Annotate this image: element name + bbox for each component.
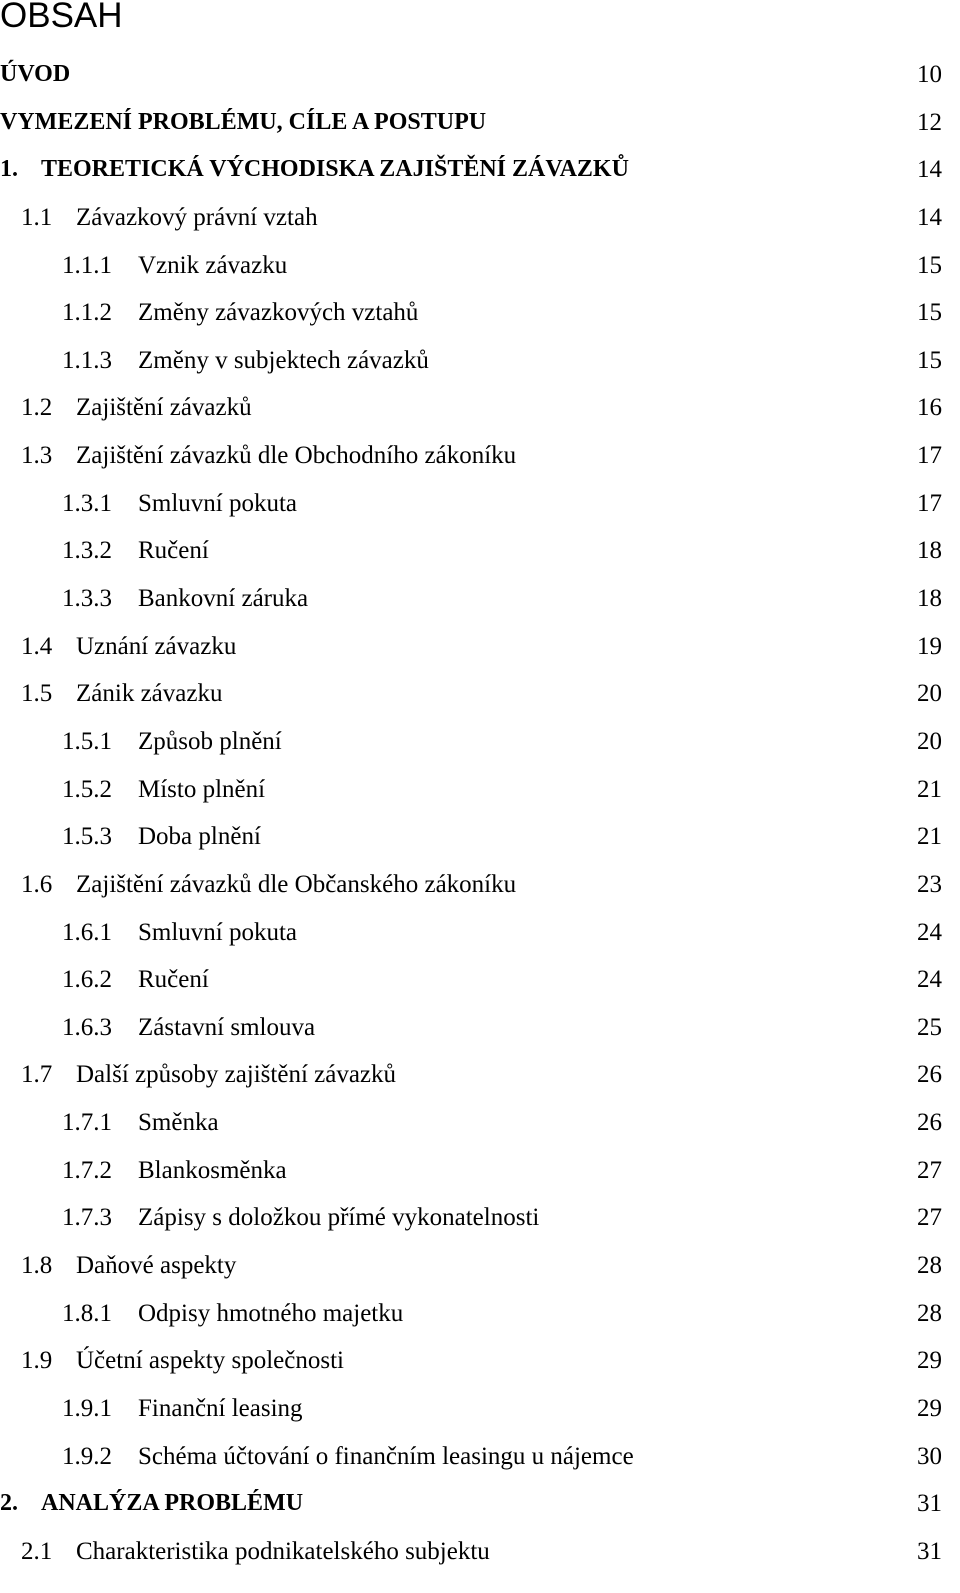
toc-entry[interactable] <box>0 909 960 957</box>
toc-entry-page: 19 <box>917 632 942 660</box>
toc-entry-page: 28 <box>917 1252 942 1280</box>
toc-entry-number: 1. <box>0 156 18 183</box>
toc-entry-number: 1.1.2 <box>62 299 112 327</box>
toc-entry-page: 14 <box>917 203 942 231</box>
toc-entry-page: 10 <box>917 61 942 88</box>
toc-entry-label: TEORETICKÁ VÝCHODISKA ZAJIŠTĚNÍ ZÁVAZKŮ <box>41 156 629 183</box>
toc-entry-number: 1.7.1 <box>62 1109 112 1137</box>
toc-entry-label: Vznik závazku <box>138 251 288 279</box>
toc-entry-number: 1.9.1 <box>62 1394 112 1422</box>
toc-entry-number: 1.5.2 <box>62 775 112 803</box>
toc-entry-label: Smluvní pokuta <box>138 489 298 517</box>
toc-entry-number: 1.3.3 <box>62 585 112 613</box>
toc-entry-number: 1.8 <box>21 1252 53 1280</box>
toc-entry[interactable] <box>0 766 960 814</box>
toc-entry-label: Účetní aspekty společnosti <box>76 1347 344 1375</box>
toc-entry-page: 24 <box>917 966 942 994</box>
toc-entry-label: Závazkový právní vztah <box>76 203 318 231</box>
toc-entry-page: 15 <box>917 251 942 279</box>
toc-entry[interactable] <box>0 956 960 1004</box>
toc-entry-number: 1.2 <box>21 394 53 422</box>
toc-entry[interactable] <box>0 1337 960 1385</box>
toc-entry-page: 18 <box>917 537 942 565</box>
toc-entry-number: 1.8.1 <box>62 1299 112 1327</box>
toc-entry-label: Místo plnění <box>138 775 266 803</box>
toc-entry[interactable] <box>0 1004 960 1052</box>
toc-entry[interactable] <box>0 289 960 337</box>
toc-entry[interactable] <box>0 1147 960 1195</box>
toc-entry-label: Charakteristika podnikatelského subjektu <box>76 1537 490 1565</box>
toc-entry[interactable] <box>0 670 960 718</box>
toc-entry-number: 1.3 <box>21 442 53 470</box>
table-of-contents <box>0 51 960 1576</box>
toc-entry-page: 21 <box>917 823 942 851</box>
toc-entry-number: 1.3.2 <box>62 537 112 565</box>
toc-entry[interactable] <box>0 384 960 432</box>
toc-entry-number: 1.1 <box>21 203 53 231</box>
toc-entry-label: Zajištění závazků dle Obchodního zákoníku <box>76 442 517 470</box>
toc-entry-label: Bankovní záruka <box>138 585 309 613</box>
toc-entry[interactable] <box>0 1242 960 1290</box>
toc-entry-label: Změny v subjektech závazků <box>138 346 429 374</box>
toc-entry-label: Změny závazkových vztahů <box>138 299 419 327</box>
toc-entry-page: 23 <box>917 870 942 898</box>
toc-entry-page: 12 <box>917 108 942 136</box>
toc-entry-page: 18 <box>917 585 942 613</box>
toc-entry-number: 1.9 <box>21 1347 53 1375</box>
toc-entry-label: Zástavní smlouva <box>138 1013 316 1041</box>
toc-entry-label: Zánik závazku <box>76 680 223 708</box>
toc-entry-number: 1.5.3 <box>62 823 112 851</box>
toc-entry[interactable] <box>0 99 960 147</box>
toc-entry-page: 17 <box>917 442 942 470</box>
toc-entry[interactable] <box>0 146 960 194</box>
toc-entry-label: Zajištění závazků <box>76 394 252 422</box>
toc-entry-label: Uznání závazku <box>76 632 237 660</box>
toc-entry-page: 20 <box>917 680 942 708</box>
toc-entry-number: 1.5.1 <box>62 727 112 755</box>
toc-entry-number: 1.4 <box>21 632 53 660</box>
toc-entry[interactable] <box>0 718 960 766</box>
toc-entry-label: Další způsoby zajištění závazků <box>76 1061 397 1089</box>
toc-entry-page: 20 <box>917 727 942 755</box>
toc-entry-page: 31 <box>917 1490 942 1518</box>
toc-entry-label: Doba plnění <box>138 823 261 851</box>
toc-entry-page: 26 <box>917 1109 942 1137</box>
toc-entry-number: 1.7 <box>21 1061 53 1089</box>
toc-entry[interactable] <box>0 1528 960 1576</box>
toc-entry[interactable] <box>0 1051 960 1099</box>
toc-entry[interactable] <box>0 432 960 480</box>
toc-entry[interactable] <box>0 480 960 528</box>
toc-entry-number: 1.3.1 <box>62 489 112 517</box>
toc-entry-page: 27 <box>917 1156 942 1184</box>
toc-entry[interactable] <box>0 1099 960 1147</box>
toc-entry-label: ÚVOD <box>0 61 71 87</box>
toc-entry[interactable] <box>0 242 960 290</box>
toc-entry-label: Smluvní pokuta <box>138 918 298 946</box>
toc-entry[interactable] <box>0 623 960 671</box>
toc-entry-label: Ručení <box>138 966 209 994</box>
toc-entry-label: Schéma účtování o finančním leasingu u nájemce <box>138 1442 634 1470</box>
toc-entry-page: 17 <box>917 489 942 517</box>
toc-entry[interactable] <box>0 861 960 909</box>
toc-entry-label: VYMEZENÍ PROBLÉMU, CÍLE A POSTUPU <box>0 108 487 135</box>
toc-entry-number: 1.6.2 <box>62 966 112 994</box>
page-title: OBSAH <box>0 0 123 35</box>
toc-entry[interactable] <box>0 1290 960 1338</box>
toc-entry-label: Daňové aspekty <box>76 1252 237 1280</box>
toc-entry-page: 27 <box>917 1204 942 1232</box>
toc-entry-number: 1.5 <box>21 680 53 708</box>
toc-entry-number: 2.1 <box>21 1537 53 1565</box>
toc-entry-label: ANALÝZA PROBLÉMU <box>41 1490 304 1517</box>
toc-entry-page: 16 <box>917 394 942 422</box>
toc-entry[interactable] <box>0 337 960 385</box>
toc-entry-number: 1.6.1 <box>62 918 112 946</box>
toc-entry[interactable] <box>0 1194 960 1242</box>
toc-entry-page: 29 <box>917 1347 942 1375</box>
toc-entry-label: Zajištění závazků dle Občanského zákoníku <box>76 870 517 898</box>
toc-entry-page: 15 <box>917 299 942 327</box>
toc-entry-number: 1.7.2 <box>62 1156 112 1184</box>
toc-entry-label: Způsob plnění <box>138 727 282 755</box>
toc-entry-page: 21 <box>917 775 942 803</box>
toc-entry-label: Blankosměnka <box>138 1156 287 1184</box>
toc-entry-label: Zápisy s doložkou přímé vykonatelnosti <box>138 1204 540 1232</box>
toc-entry-page: 30 <box>917 1442 942 1470</box>
toc-entry-page: 14 <box>917 156 942 184</box>
toc-entry[interactable] <box>0 1385 960 1433</box>
toc-entry-number: 1.1.3 <box>62 346 112 374</box>
toc-entry-label: Odpisy hmotného majetku <box>138 1299 404 1327</box>
toc-entry-label: Směnka <box>138 1109 219 1137</box>
toc-entry[interactable] <box>0 194 960 242</box>
toc-entry-page: 29 <box>917 1394 942 1422</box>
toc-entry-number: 1.1.1 <box>62 251 112 279</box>
toc-entry-number: 1.9.2 <box>62 1442 112 1470</box>
toc-entry-page: 26 <box>917 1061 942 1089</box>
toc-entry[interactable] <box>0 575 960 623</box>
toc-entry-page: 24 <box>917 918 942 946</box>
toc-entry-number: 1.7.3 <box>62 1204 112 1232</box>
toc-entry-number: 1.6 <box>21 870 53 898</box>
toc-entry-page: 31 <box>917 1537 942 1565</box>
toc-entry[interactable] <box>0 813 960 861</box>
toc-entry-number: 1.6.3 <box>62 1013 112 1041</box>
toc-entry[interactable] <box>0 1433 960 1481</box>
toc-entry-label: Ručení <box>138 537 209 565</box>
toc-entry-page: 25 <box>917 1013 942 1041</box>
toc-entry-page: 15 <box>917 346 942 374</box>
toc-entry-page: 28 <box>917 1299 942 1327</box>
toc-entry-label: Finanční leasing <box>138 1394 303 1422</box>
toc-entry[interactable] <box>0 527 960 575</box>
toc-entry-number: 2. <box>0 1490 18 1517</box>
toc-entry[interactable] <box>0 1480 960 1528</box>
toc-entry[interactable] <box>0 51 960 99</box>
